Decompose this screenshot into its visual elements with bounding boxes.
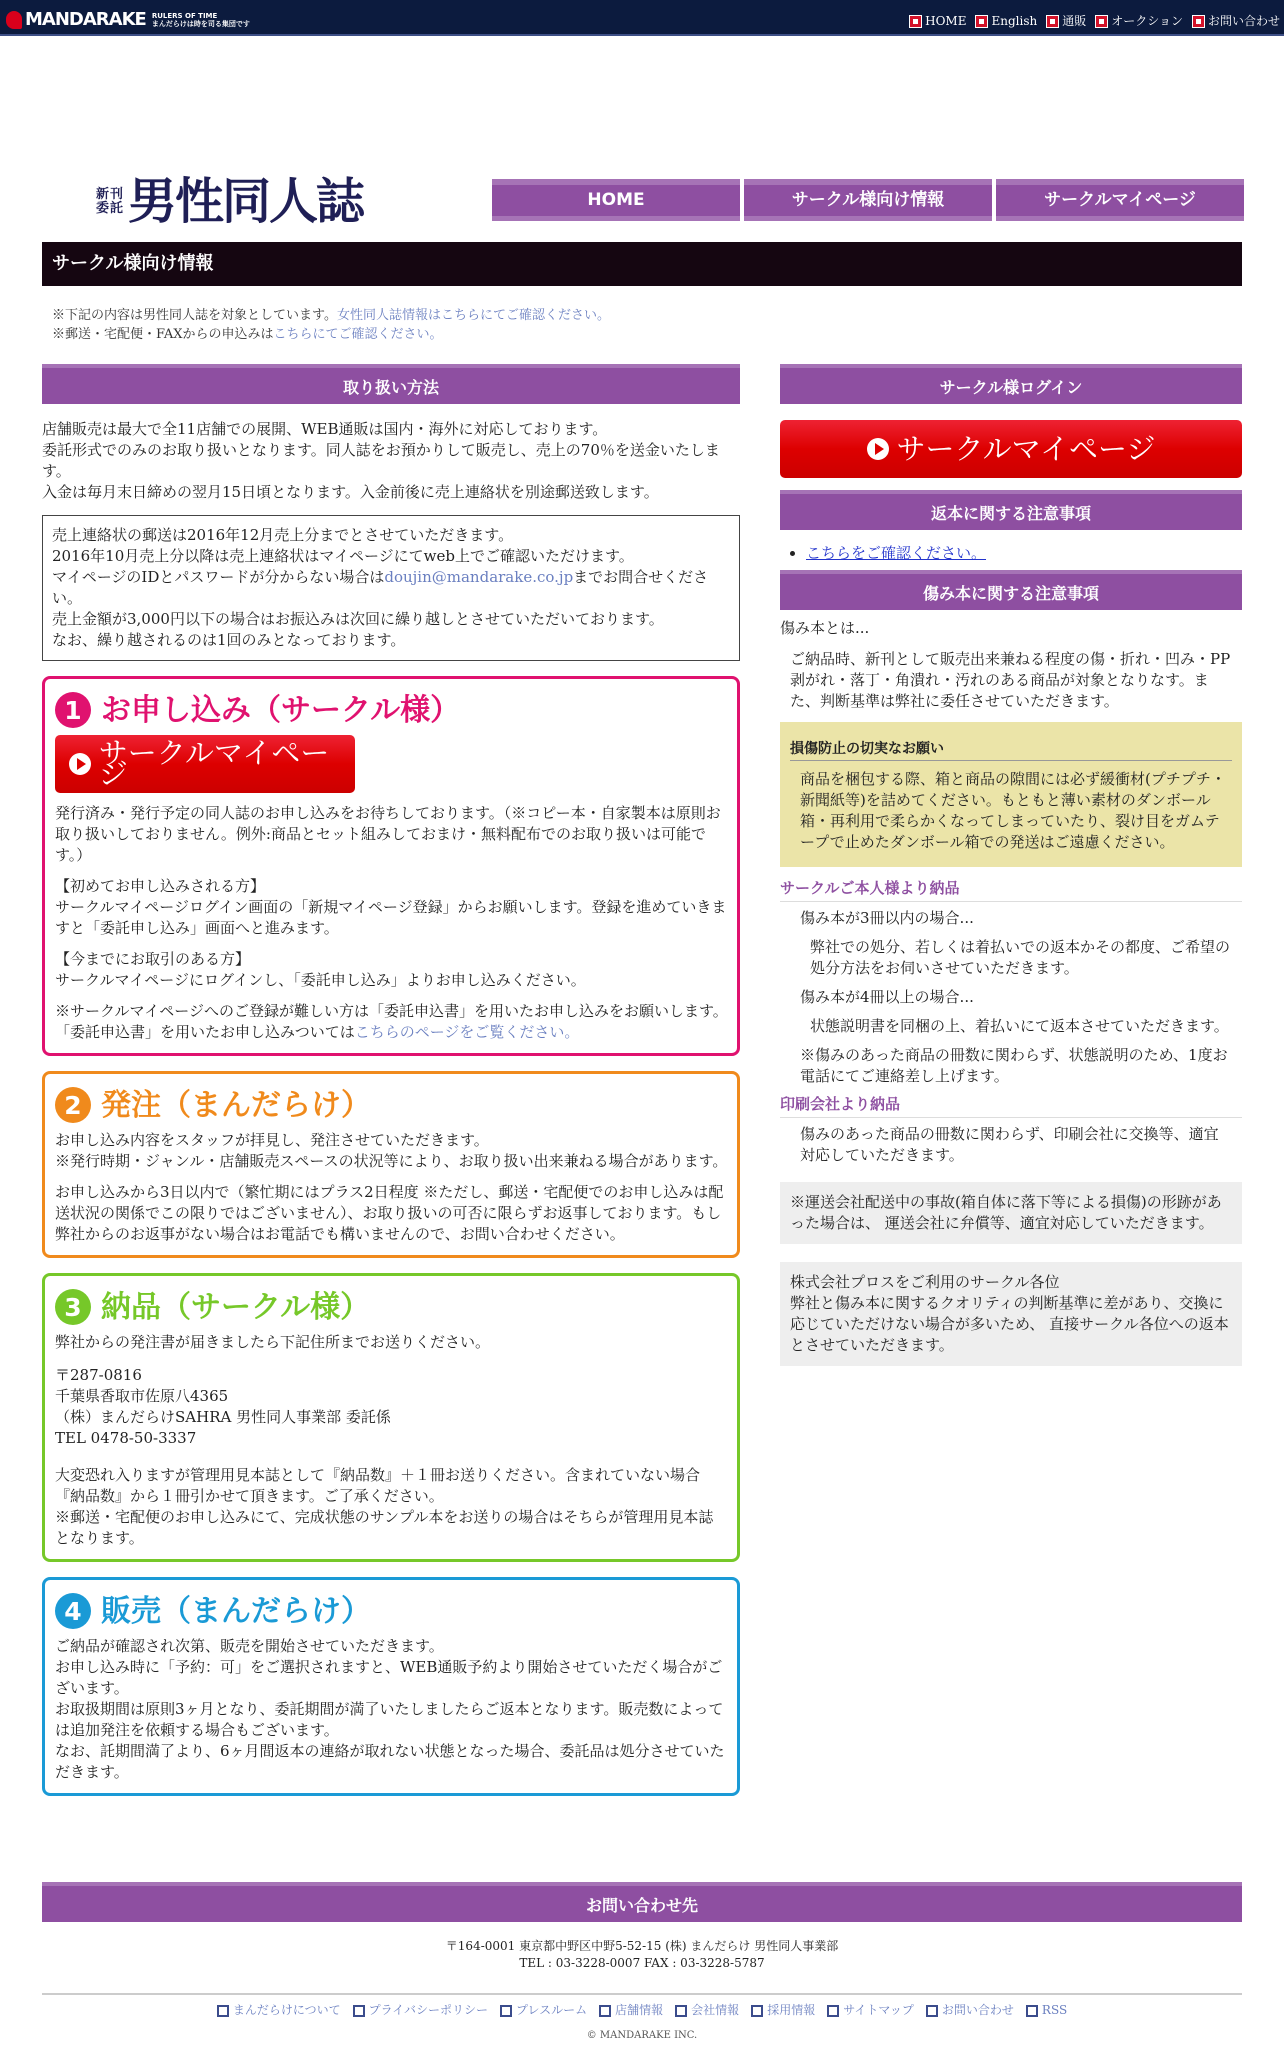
- step-4: 4 販売（まんだらけ） ご納品が確認され次第、販売を開始させていただきます。 お申し込み時に「予約：可」をご選択されますと、WEB通販予約より開始させていただく場合がございます。 お取扱期間は原則3ヶ月となり、委託期間が満了いたしましたらご返本となります。販売数によっては追加発注を依頼する場合もございます。 なお、託期間満了より、6ヶ月間返本の連絡が取れない状態となった場合、委託品は処分させていただきます。: [42, 1577, 740, 1796]
- application-form-link[interactable]: こちらのページをご覧ください。: [354, 1023, 580, 1041]
- step-3: 3 納品（サークル様） 弊社からの発注書が届きましたら下記住所までお送りください。 〒287-0816 千葉県香取市佐原八4365 （株）まんだらけSAHRA 男性同人事業部 委託係 TEL 0478-50-3337 大変恐れ入りますが管理用見本誌として『納品数』＋１冊お送りください。含まれていない場合『納品数』から１冊引かせて頂きます。ご了承ください。 ※郵送・宅配便のお申し込みにて、完成状態のサンプル本をお送りの場合はそちらが管理用見本誌となります。: [42, 1273, 740, 1562]
- phone-icon: [926, 2005, 938, 2017]
- footer-link-contact[interactable]: お問い合わせ: [926, 2003, 1014, 2019]
- step-2-number: 2: [55, 1087, 91, 1123]
- return-notice-link[interactable]: こちらをご確認ください。: [806, 544, 987, 562]
- return-title: 返本に関する注意事項: [780, 490, 1242, 530]
- store-icon: [599, 2005, 611, 2017]
- top-bar: [0, 0, 1284, 36]
- building-icon: [675, 2005, 687, 2017]
- step-2: 2 発注（まんだらけ） お申し込み内容をスタッフが拝見し、発注させていただきます。 ※発行時期・ジャンル・店舗販売スペースの状況等により、お取り扱い出来兼ねる場合があります。 お申し込みから3日以内で（繁忙期にはプラス2日程度 ※ただし、郵送・宅配便でのお申し込みは配送状況の関係でこの限りではございません）、お取り扱いの可否に限らずお返事しております。もし弊社からのお返事がない場合はお電話でも構いませんので、お問い合わせください。: [42, 1071, 740, 1258]
- mandarake-logo-icon: [6, 11, 22, 29]
- notes: ※下記の内容は男性同人誌を対象としています。女性同人誌情報はこちらにてご確認ください。 ※郵送・宅配便・FAXからの申込みはこちらにてご確認ください。: [52, 308, 610, 342]
- nav-circle-info[interactable]: サークル様向け情報: [744, 179, 992, 221]
- main-nav: [492, 179, 1244, 221]
- footer-link-recruit[interactable]: 採用情報: [751, 2003, 815, 2019]
- damage-title: 傷み本に関する注意事項: [780, 570, 1242, 610]
- prevent-box: 損傷防止の切実なお願い 商品を梱包する際、箱と商品の隙間には必ず緩衝材(プチプチ・新聞紙等)を詰めてください。もともと薄い素材のダンボール箱・再利用で柔らかくなってしまっていたり、裂け目をガムテープで止めたダンボール箱での発送はご遠慮ください。: [780, 722, 1242, 867]
- home-icon: [909, 15, 922, 28]
- step-4-number: 4: [55, 1593, 91, 1629]
- footer-link-privacy[interactable]: プライバシーポリシー: [353, 2003, 488, 2019]
- login-title: サークル様ログイン: [780, 364, 1242, 404]
- sales-notice-box: 売上連絡状の郵送は2016年12月売上分までとさせていただきます。 2016年10月売上分以降は売上連絡状はマイページにてweb上でご確認いただけます。 マイページのIDとパスワードが分からない場合はdoujin@mandarake.co.jpまでお問合せください。 売上金額が3,000円以下の場合はお振込みは次回に繰り越しとさせていただいております。 なお、繰り越されるのは1回のみとなっております。: [42, 515, 740, 661]
- topnav-contact[interactable]: お問い合わせ: [1192, 14, 1280, 30]
- step-1-title: お申し込み（サークル様）: [101, 692, 461, 728]
- footer-link-about[interactable]: まんだらけについて: [217, 2003, 341, 2019]
- footer-link-rss[interactable]: RSS: [1026, 2003, 1067, 2019]
- lock-icon: [353, 2005, 365, 2017]
- female-doujin-link[interactable]: 女性同人誌情報はこちらにてご確認ください。: [336, 308, 610, 323]
- step-3-title: 納品（サークル様）: [101, 1289, 371, 1325]
- footer-link-company[interactable]: 会社情報: [675, 2003, 739, 2019]
- sitemap-icon: [827, 2005, 839, 2017]
- circle-mypage-button[interactable]: サークルマイページ: [55, 735, 355, 793]
- nav-circle-mypage[interactable]: サークルマイページ: [996, 179, 1244, 221]
- globe-icon: [975, 15, 988, 28]
- step-4-title: 販売（まんだらけ）: [101, 1593, 371, 1629]
- topnav-shop[interactable]: 通販: [1046, 14, 1086, 30]
- sidebar-mypage-button[interactable]: サークルマイページ: [780, 420, 1242, 478]
- contact-title: お問い合わせ先: [42, 1882, 1242, 1922]
- step-1-number: 1: [55, 692, 91, 728]
- nav-home[interactable]: HOME: [492, 179, 740, 221]
- copyright: © MANDARAKE INC.: [586, 2030, 698, 2041]
- pros-note: 株式会社プロスをご利用のサークル各位 弊社と傷み本に関するクオリティの判断基準に差があり、交換に応じていただけない場合が多いため、 直接サークル各位への返本とさせていただきます。: [780, 1262, 1242, 1366]
- transport-note: ※運送会社配送中の事故(箱自体に落下等による損傷)の形跡があった場合は、 運送会社に弁償等、適宜対応していただきます。: [780, 1182, 1242, 1244]
- brand-logo[interactable]: 新刊委託 男性同人誌: [96, 173, 364, 230]
- phone-icon: [1192, 15, 1205, 28]
- person-icon: [751, 2005, 763, 2017]
- page-title: サークル様向け情報: [42, 242, 1242, 286]
- info-icon: [217, 2005, 229, 2017]
- shipping-address: 〒287-0816 千葉県香取市佐原八4365 （株）まんだらけSAHRA 男性同人事業部 委託係 TEL 0478-50-3337: [55, 1366, 391, 1447]
- left-column: [42, 364, 740, 1796]
- top-nav: [909, 14, 1280, 30]
- topnav-english[interactable]: English: [975, 14, 1037, 30]
- step-3-number: 3: [55, 1289, 91, 1325]
- footer-link-press[interactable]: プレスルーム: [500, 2003, 587, 2019]
- handling-title: 取り扱い方法: [42, 364, 740, 404]
- topnav-home[interactable]: HOME: [909, 14, 966, 30]
- email-link[interactable]: doujin@mandarake.co.jp: [384, 568, 574, 586]
- auction-icon: [1095, 15, 1108, 28]
- step-2-title: 発注（まんだらけ）: [101, 1087, 371, 1123]
- handling-intro: 店舗販売は最大で全11店舗での展開、WEB通販は国内・海外に対応しております。 委託形式でのみのお取り扱いとなります。同人誌をお預かりして販売し、売上の70％を送金いたします。 入金は毎月末日締めの翌月15日頃となります。入金前後に売上連絡状を別途郵送致します。: [42, 420, 720, 501]
- cart-icon: [1046, 15, 1059, 28]
- right-column: サークル様ログイン サークルマイページ 返本に関する注意事項 • こちらをご確認ください。 傷み本に関する注意事項 傷み本とは... ご納品時、新刊として販売出来兼ねる程度の傷・折れ・凹み・PP剥がれ・落丁・角潰れ・汚れのある商品が対象となりなす。また、判断基準は弊社に委任させていただきます。 損傷防止の切実なお願い 商品を梱包する際、箱と商品の隙間には必ず緩衝材(プチプチ・新聞紙等)を詰めてください。もともと薄い素材のダンボール箱・再利用で柔らかくなってしまっていたり、裂け目をガムテープで止めたダンボール箱での発送はご遠慮ください。 サークルご本人様より納品 傷み本が3冊以内の場合... 弊社での処分、若しくは着払いでの返本かその都度、ご希望の処分方法をお伺いさせていただきます。 傷み本が4冊以上の場合... 状態説明書を同梱の上、着払いにて返本させていただきます。 ※傷みのあった商品の冊数に関わらず、状態説明のため、1度お電話にてご連絡差し上げます。 印刷会社より納品 傷みのあった商品の冊数に関わらず、印刷会社に交換等、適宜対応していただきます。 ※運送会社配送中の事故(箱自体に落下等による損傷)の形跡があった場合は、 運送会社に弁償等、適宜対応していただきます。 株式会社プロスをご利用のサークル各位 弊社と傷み本に関するクオリティの判断基準に差があり、交換に応じていただけない場合が多いため、 直接サークル各位への返本とさせていただきます。: [780, 364, 1242, 1366]
- footer-divider: [42, 1993, 1242, 1995]
- footer-link-sitemap[interactable]: サイトマップ: [827, 2003, 914, 2019]
- mandarake-logo[interactable]: MANDARAKE RULERS OF TIME まんだらけは時を司る集団です: [6, 8, 282, 32]
- rss-icon: [1026, 2005, 1038, 2017]
- play-icon: [69, 753, 91, 775]
- step-1: 1 お申し込み（サークル様） サークルマイページ 発行済み・発行予定の同人誌のお申し込みをお待ちしております。（※コピー本・自家製本は原則お取り扱いしておりません。例外:商品とセット組みしておまけ・無料配布でのお取り扱いは可能です。） 【初めてお申し込みされる方】 サークルマイページログイン画面の「新規マイページ登録」からお願いします。登録を進めていきますと「委託申し込み」画面へと進みます。 【今までにお取引のある方】 サークルマイページにログインし、「委託申し込み」よりお申し込みください。 ※サークルマイページへのご登録が難しい方は「委託申込書」を用いたお申し込みをお願いします。「委託申込書」を用いたお申し込みついてはこちらのページをご覧ください。: [42, 676, 740, 1056]
- topnav-auction[interactable]: オークション: [1095, 14, 1183, 30]
- camera-icon: [500, 2005, 512, 2017]
- play-icon: [867, 438, 889, 460]
- footer-link-stores[interactable]: 店舗情報: [599, 2003, 663, 2019]
- footer-address: 〒164-0001 東京都中野区中野5-52-15 (株) まんだらけ 男性同人事業部 TEL : 03-3228-0007 FAX : 03-3228-5787: [445, 1939, 839, 1970]
- mail-order-link[interactable]: こちらにてご確認ください。: [273, 327, 443, 342]
- footer-links: [0, 2003, 1284, 2019]
